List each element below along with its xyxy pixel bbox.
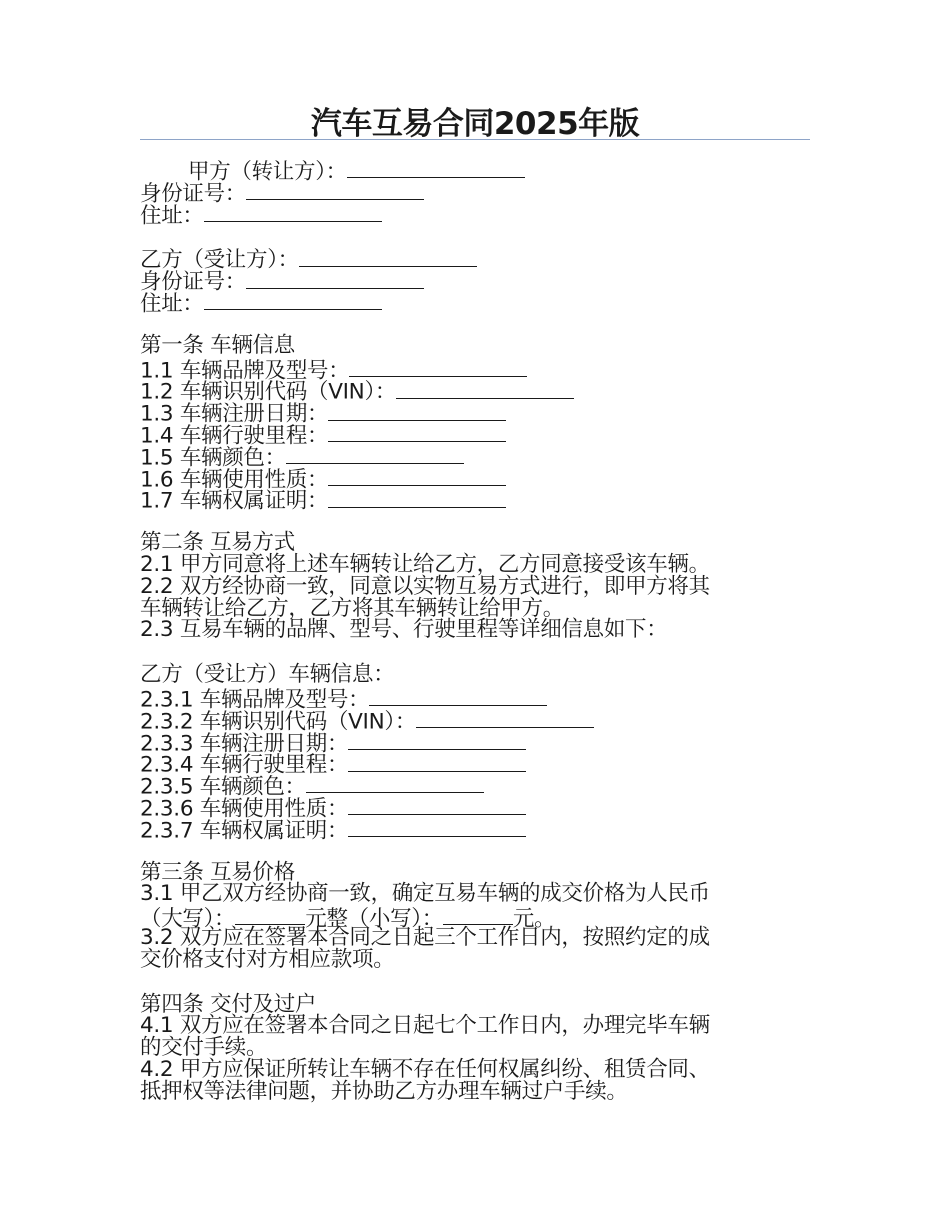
article1-heading: 第一条 车辆信息 [140,332,295,358]
party-b-id-blank[interactable] [246,268,424,288]
vehicle-b-vin-blank[interactable] [416,708,594,728]
party-a-id-blank[interactable] [246,180,424,200]
article1-item: 1.3 车辆注册日期： [140,400,810,422]
vehicle-b-item: 2.3.7 车辆权属证明： [140,817,810,839]
vehicle-b-item: 2.3.6 车辆使用性质： [140,795,810,817]
party-b-name-blank[interactable] [299,246,477,266]
article2-p3: 2.3 互易车辆的品牌、型号、行驶里程等详细信息如下： [140,617,668,643]
party-a-address-blank[interactable] [204,202,382,222]
vehicle-a-color-blank[interactable] [286,444,464,464]
contract-body [140,158,810,1102]
article3-p1-line1: 3.1 甲乙双方经协商一致，确定互易车辆的成交价格为人民币 [140,881,710,907]
vehicle-b-color-blank[interactable] [306,773,484,793]
price-digits-blank[interactable] [443,905,513,925]
vehicle-b-brand-blank[interactable] [369,686,547,706]
article1-item: 1.2 车辆识别代码（VIN）： [140,378,810,400]
party-b-address-blank[interactable] [204,290,382,310]
party-b-line: 乙方（受让方）： [140,246,810,268]
article3-p2-line1: 3.2 双方应在签署本合同之日起三个工作日内，按照约定的成 [140,924,710,950]
party-a-id-line: 身份证号： [140,180,810,202]
article2-p1: 2.1 甲方同意将上述车辆转让给乙方，乙方同意接受该车辆。 [140,551,710,577]
party-b-id-line: 身份证号： [140,268,810,290]
price-words-blank[interactable] [235,905,305,925]
vehicle-b-item: 2.3.1 车辆品牌及型号： [140,686,810,708]
vehicle-b-reg-date-blank[interactable] [348,730,526,750]
vehicle-b-heading: 乙方（受让方）车辆信息： [140,662,395,688]
article1-item: 1.7 车辆权属证明： [140,487,810,509]
vehicle-b-item: 2.3.4 车辆行驶里程： [140,751,810,773]
vehicle-b-item: 2.3.2 车辆识别代码（VIN）： [140,708,810,730]
article4-p2-line1: 4.2 甲方应保证所转让车辆不存在任何权属纠纷、租赁合同、 [140,1056,710,1082]
vehicle-a-mileage-blank[interactable] [328,422,506,442]
article4-p1-line1: 4.1 双方应在签署本合同之日起七个工作日内，办理完毕车辆 [140,1013,710,1039]
title-underline [140,139,810,140]
article3-p1-line2: （大写）： 元整（小写）： 元。 [140,906,556,932]
article4-p1-line2: 的交付手续。 [140,1035,268,1061]
article4-heading: 第四条 交付及过户 [140,991,317,1017]
vehicle-b-item: 2.3.5 车辆颜色： [140,773,810,795]
vehicle-b-mileage-blank[interactable] [348,751,526,771]
article3-heading: 第三条 互易价格 [140,859,295,885]
document-title: 汽车互易合同2025年版 [310,106,640,142]
vehicle-a-usage-blank[interactable] [328,466,506,486]
party-a-address-line: 住址： [140,202,810,224]
party-a-name-blank[interactable] [347,158,525,178]
vehicle-a-vin-blank[interactable] [396,378,574,398]
article2-heading: 第二条 互易方式 [140,530,295,556]
party-b-address-line: 住址： [140,290,810,312]
article3-p2-line2: 交价格支付对方相应款项。 [140,946,395,972]
vehicle-a-brand-blank[interactable] [349,357,527,377]
party-a-line: 甲方（转让方）： [140,158,810,180]
vehicle-a-reg-date-blank[interactable] [328,400,506,420]
vehicle-b-ownership-blank[interactable] [348,817,526,837]
article4-p2-line2: 抵押权等法律问题，并协助乙方办理车辆过户手续。 [140,1078,628,1104]
article1-item: 1.6 车辆使用性质： [140,466,810,488]
vehicle-b-usage-blank[interactable] [348,795,526,815]
vehicle-b-item: 2.3.3 车辆注册日期： [140,730,810,752]
article1-item: 1.5 车辆颜色： [140,444,810,466]
article1-item: 1.1 车辆品牌及型号： [140,357,810,379]
vehicle-a-ownership-blank[interactable] [328,487,506,507]
article1-item: 1.4 车辆行驶里程： [140,422,810,444]
article2-p2-line1: 2.2 双方经协商一致，同意以实物互易方式进行，即甲方将其 [140,573,710,599]
article2-p2-line2: 车辆转让给乙方，乙方将其车辆转让给甲方。 [140,595,565,621]
